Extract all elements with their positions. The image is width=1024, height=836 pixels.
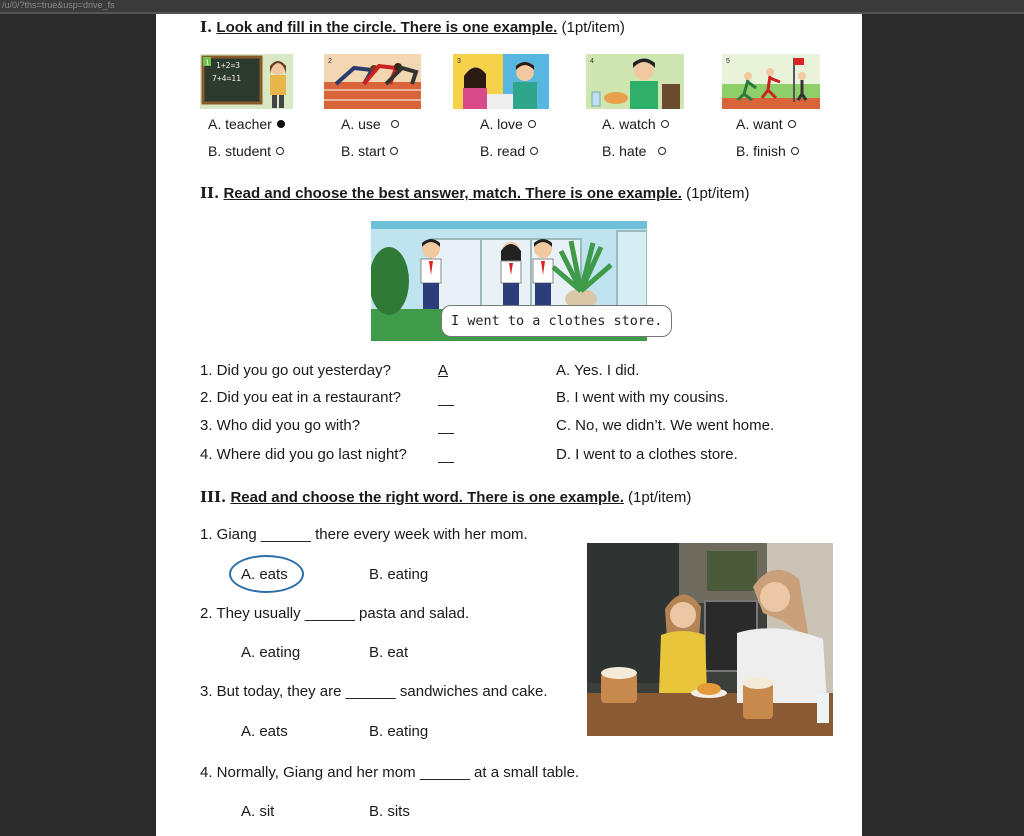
option-2b[interactable] bbox=[341, 143, 398, 159]
sentence-text: at a small table. bbox=[474, 764, 580, 781]
choice-3b[interactable]: B. eating bbox=[369, 723, 429, 740]
question-text: 1. Did you go out yesterday? bbox=[200, 362, 391, 379]
option-label: A. want bbox=[736, 116, 783, 132]
section2-title: Read and choose the best answer, match. There is one example. bbox=[223, 185, 682, 202]
sentence-3 bbox=[200, 683, 547, 700]
sentence-text: 1. Giang bbox=[200, 526, 257, 543]
question-text: 3. Who did you go with? bbox=[200, 417, 361, 434]
sentence-1 bbox=[200, 526, 528, 543]
option-label: B. hate bbox=[602, 143, 647, 159]
option-3b[interactable] bbox=[480, 143, 538, 159]
url-text: /u/0/?ths=true&usp=drive_fs bbox=[2, 0, 115, 10]
option-label: B. finish bbox=[736, 143, 786, 159]
picture-number: 4 bbox=[590, 58, 594, 65]
speech-bubble-text: I went to a clothes store. bbox=[451, 313, 663, 329]
sentence-4 bbox=[200, 764, 579, 781]
empty-circle-icon[interactable] bbox=[791, 147, 799, 155]
answer-slot-3[interactable] bbox=[438, 421, 454, 439]
question-2 bbox=[200, 389, 401, 406]
choice-4b[interactable]: B. sits bbox=[369, 803, 410, 820]
picture-1-teacher bbox=[200, 54, 293, 109]
option-label: A. watch bbox=[602, 116, 656, 132]
empty-circle-icon[interactable] bbox=[658, 147, 666, 155]
empty-circle-icon[interactable] bbox=[530, 147, 538, 155]
blank[interactable]: ______ bbox=[345, 683, 396, 700]
empty-circle-icon[interactable] bbox=[391, 120, 399, 128]
question-text: 2. Did you eat in a restaurant? bbox=[200, 389, 401, 406]
picture-3-eating bbox=[453, 54, 549, 109]
answer-slot-4[interactable] bbox=[438, 450, 454, 468]
photo-mother-daughter-cake bbox=[587, 543, 833, 736]
sentence-text: there every week with her mom. bbox=[315, 526, 528, 543]
question-text: 4. Where did you go last night? bbox=[200, 446, 407, 463]
sentence-2 bbox=[200, 605, 469, 622]
picture-number: 5 bbox=[726, 58, 730, 65]
choice-2a[interactable]: A. eating bbox=[241, 644, 301, 661]
option-label: A. love bbox=[480, 116, 523, 132]
choice-1a[interactable]: A. eats bbox=[241, 566, 288, 583]
section2-number: II. bbox=[200, 184, 220, 202]
section1-title: Look and fill in the circle. There is one example. bbox=[216, 19, 558, 36]
sentence-text: pasta and salad. bbox=[359, 605, 470, 622]
question-4 bbox=[200, 446, 407, 463]
option-label: A. teacher bbox=[208, 116, 272, 132]
section2-points: (1pt/item) bbox=[686, 185, 750, 202]
section1-header bbox=[200, 18, 625, 36]
section3-points: (1pt/item) bbox=[628, 489, 692, 506]
choice-3a[interactable]: A. eats bbox=[241, 723, 288, 740]
document-page bbox=[156, 14, 862, 836]
option-1b[interactable] bbox=[208, 143, 284, 159]
blank[interactable]: ______ bbox=[304, 605, 355, 622]
answer-d: D. I went to a clothes store. bbox=[556, 446, 738, 463]
empty-circle-icon[interactable] bbox=[788, 120, 796, 128]
option-label: B. read bbox=[480, 143, 526, 159]
picture-number: 2 bbox=[328, 58, 332, 65]
picture-4-watch bbox=[586, 54, 684, 109]
section3-header bbox=[200, 488, 691, 506]
picture-2-race-start bbox=[324, 54, 421, 109]
option-5a[interactable] bbox=[736, 116, 796, 132]
choice-4a[interactable]: A. sit bbox=[241, 803, 275, 820]
answer-slot-2[interactable] bbox=[438, 393, 454, 411]
option-label: B. student bbox=[208, 143, 272, 159]
picture-5-finish bbox=[722, 54, 820, 109]
sentence-text: 3. But today, they are bbox=[200, 683, 342, 700]
blank[interactable]: ______ bbox=[419, 764, 470, 781]
question-1 bbox=[200, 362, 391, 379]
sentence-text: sandwiches and cake. bbox=[399, 683, 548, 700]
blank[interactable]: ______ bbox=[260, 526, 311, 543]
choice-2b[interactable]: B. eat bbox=[369, 644, 409, 661]
board-line-1: 1+2=3 bbox=[216, 61, 241, 70]
section2-header bbox=[200, 184, 749, 202]
section1-number: I. bbox=[200, 18, 213, 36]
sentence-text: 2. They usually bbox=[200, 605, 301, 622]
choice-1b[interactable]: B. eating bbox=[369, 566, 429, 583]
question-3 bbox=[200, 417, 360, 434]
empty-circle-icon[interactable] bbox=[661, 120, 669, 128]
section1-points: (1pt/item) bbox=[561, 19, 625, 36]
option-label: B. start bbox=[341, 143, 386, 159]
option-1a[interactable] bbox=[208, 116, 285, 132]
picture-number: 3 bbox=[457, 58, 461, 65]
answer-slot-1[interactable]: A bbox=[438, 362, 449, 379]
option-4a[interactable] bbox=[602, 116, 669, 132]
answer-b: B. I went with my cousins. bbox=[556, 389, 729, 406]
option-2a[interactable] bbox=[341, 116, 399, 132]
speech-bubble bbox=[441, 305, 672, 337]
answer-a: A. Yes. I did. bbox=[556, 362, 640, 379]
filled-circle-icon[interactable] bbox=[277, 120, 285, 128]
option-label: A. use bbox=[341, 116, 381, 132]
option-5b[interactable] bbox=[736, 143, 799, 159]
section3-number: III. bbox=[200, 488, 227, 506]
section3-title: Read and choose the right word. There is one example. bbox=[230, 489, 624, 506]
answer-c: C. No, we didn’t. We went home. bbox=[556, 417, 775, 434]
option-4b[interactable] bbox=[602, 143, 666, 159]
empty-circle-icon[interactable] bbox=[528, 120, 536, 128]
sentence-text: 4. Normally, Giang and her mom bbox=[200, 764, 416, 781]
empty-circle-icon[interactable] bbox=[276, 147, 284, 155]
picture-number: 1 bbox=[205, 59, 210, 67]
empty-circle-icon[interactable] bbox=[390, 147, 398, 155]
board-line-2: 7+4=11 bbox=[212, 74, 241, 83]
option-3a[interactable] bbox=[480, 116, 536, 132]
